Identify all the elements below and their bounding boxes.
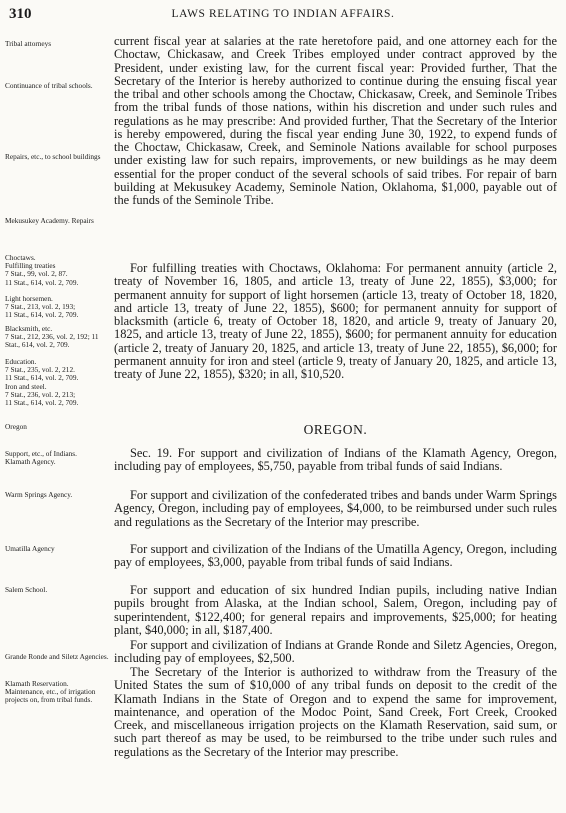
paragraph-choctaw-treaties: For fulfilling treaties with Choctaws, Oklahoma: For permanent annuity (article 2, treaty of November 16, 1805, and article 13, treaty of June 22, 1855), $3,000; for permanent annuity for support of light horsemen (article 13, treaty of October 18, 1820, and article 13, treaty of June 22, 1855), $600; for permanent annuity for support of blacksmith (article 6, treaty of October 18, 1820, and article 9, treaty of January 20, 1825, and article 13, treaty of June 22, 1855), $600; for permanent annuity for education (article 2, treaty of January 20, 1825, and article 13, treaty of June 22, 1855), $6,000; for permanent annuity for iron and steel (article 9, treaty of January 20, 1825, and article 13, treaty of June 22, 1855), $320; in all, $10,520. [114,261,557,381]
margin-note-grande-ronde: Grande Ronde and Siletz Agencies. [5,652,109,661]
margin-note-choctaws: Choctaws. Fulfilling treaties 7 Stat., 99, vol. 2, 87. 11 Stat., 614, vol. 2, 709. [5,253,79,287]
paragraph-tribal-attorneys: current fiscal year at salaries at the rate heretofore paid, and one attorney each for the Choctaw, Chickasaw, and Creek Tribes employed under contract approved by the President, under existing law, for the current fiscal year: Provided further, That the Secretary of the Interior is hereby authorized to continue during the ensuing fiscal year the tribal and other schools among the Choctaw, Chickasaw, Creek, and Seminole Tribes from the tribal funds of those nations, within his discretion and under such rules and regulations as he may prescribe: And provided further, That the Secretary of the Interior is hereby empowered, during the fiscal year ending June 30, 1922, to expend funds of the Choctaw, Chickasaw, Creek, and Seminole Nations available for school purposes under existing law for such repairs, improvements, or new buildings as he may deem essential for the proper conduct of the several schools of said tribes. For repair of barn building at Mekusukey Academy, Seminole Nation, Oklahoma, $1,000, payable out of the funds of the Seminole Tribe. [114,34,557,207]
margin-note-mekusukey: Mekusukey Academy. Repairs [5,216,94,225]
margin-note-salem-school: Salem School. [5,585,48,594]
page-header [9,6,557,26]
page-number: 310 [9,6,32,22]
margin-note-klamath-reservation: Klamath Reservation. Maintenance, etc., of irrigation projects on, from tribal funds. [5,679,96,705]
paragraph-klamath-agency: Sec. 19. For support and civilization of Indians of the Klamath Agency, Oregon, including pay of employees, $5,750, payable from tribal funds of said Indians. [114,446,557,474]
margin-note-repairs: Repairs, etc., to school buildings [5,152,101,161]
margin-note-tribal-schools: Continuance of tribal schools. [5,81,93,90]
margin-note-light-horsemen: Light horsemen. 7 Stat., 213, vol. 2, 193; 11 Stat., 614, vol. 2, 709. [5,294,79,320]
paragraph-salem-school: For support and education of six hundred Indian pupils, including native Indian pupils brought from Alaska, at the Indian school, Salem, Oregon, including pay of superintendent, $122,400; for general repairs and improvements, $25,000; for heating plant, $40,000; in all, $187,400. [114,583,557,637]
margin-note-klamath-agency: Support, etc., of Indians. Klamath Agency. [5,449,77,467]
paragraph-grande-ronde: For support and civilization of Indians at Grande Ronde and Siletz Agencies, Oregon, including pay of employees, $2,500. [114,638,557,666]
margin-note-oregon: Oregon [5,422,27,431]
margin-note-tribal-attorneys: Tribal attorneys [5,39,52,48]
margin-note-umatilla: Umatilla Agency [5,544,55,553]
margin-note-warm-springs: Warm Springs Agency. [5,490,73,499]
paragraph-warm-springs: For support and civilization of the confederated tribes and bands under Warm Springs Agency, Oregon, including pay of employees, $4,000, to be reimbursed under such rules and regulations as the Secretary of the Interior may prescribe. [114,488,557,529]
margin-note-education: Education. 7 Stat., 235, vol. 2, 212. 11 Stat., 614, vol. 2, 709. Iron and steel. 7 Stat., 236, vol. 2, 213; 11 Stat., 614, vol. 2, 709. [5,357,79,408]
paragraph-umatilla: For support and civilization of the Indians of the Umatilla Agency, Oregon, including pay of employees, $3,000, payable from tribal funds of said Indians. [114,542,557,570]
paragraph-klamath-irrigation: The Secretary of the Interior is authorized to withdraw from the Treasury of the United States the sum of $10,000 of any tribal funds on deposit to the credit of the Klamath Indians in the State of Oregon and to expend the same for improvement, maintenance, and operation of the Modoc Point, Sand Creek, Fort Creek, Crooked Creek, and miscellaneous irrigation projects on the Klamath Reservation, said sum, or such part thereof as may be used, to be reimbursed to the tribe under such rules and regulations as the Secretary of the Interior may prescribe. [114,665,557,759]
section-heading-oregon: OREGON. [303,422,368,437]
running-head: LAWS RELATING TO INDIAN AFFAIRS. [171,8,395,20]
margin-note-blacksmith: Blacksmith, etc. 7 Stat., 212, 236, vol. 2, 192; 11 Stat., 614, vol. 2, 709. [5,324,99,350]
